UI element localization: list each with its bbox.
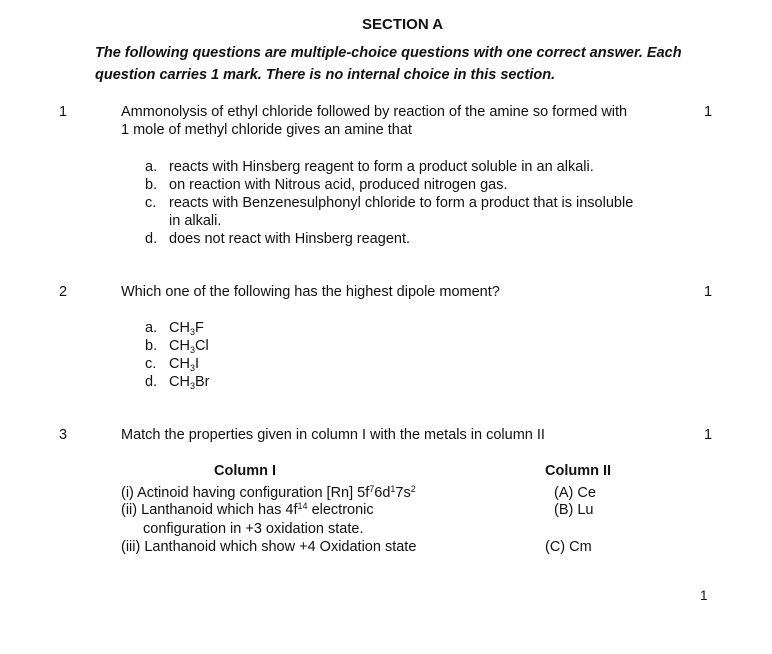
formula: $CH_3I$ [169, 356, 199, 373]
question-marks: 1 [704, 284, 713, 300]
option-d [145, 230, 410, 248]
option-text: does not react with Hinsberg reagent. [169, 231, 410, 247]
column-2-header: Column II [545, 463, 612, 479]
formula: $CH_3Br$ [169, 374, 210, 391]
formula: $CH_3Cl$ [169, 338, 209, 355]
question-marks: 1 [704, 427, 713, 443]
option-letter: b. [145, 177, 158, 193]
option-b [145, 176, 508, 194]
column-1-item-iii: (iii) Lanthanoid which show +4 Oxidation state [121, 539, 417, 555]
option-text: reacts with Hinsberg reagent to form a product soluble in an alkali. [169, 159, 594, 175]
option-letter: c. [145, 356, 157, 372]
option-a [145, 158, 594, 176]
option-letter: a. [145, 320, 158, 336]
instructions-line-1: The following questions are multiple-choice questions with one correct answer. Each [95, 45, 682, 61]
question-text-line-2: 1 mole of methyl chloride gives an amine that [121, 122, 412, 138]
option-c [145, 194, 633, 212]
column-1-item-ii-continuation: configuration in +3 oxidation state. [143, 521, 364, 537]
question-marks: 1 [704, 104, 713, 120]
option-letter: b. [145, 338, 158, 354]
option-b [145, 337, 209, 355]
question-number: 3 [59, 427, 68, 443]
column-2-item-b: (B) Lu [554, 502, 594, 518]
column-1-item-i: (i) Actinoid having configuration [Rn] $5f^76d^17s^2$ [121, 484, 416, 501]
page-number: 1 [700, 588, 708, 603]
question-text: Which one of the following has the highest dipole moment? [121, 284, 500, 300]
option-a [145, 319, 204, 337]
option-c [145, 355, 199, 373]
option-letter: c. [145, 195, 157, 211]
section-title: SECTION A [362, 16, 444, 33]
column-2-item-c: (C) Cm [545, 539, 592, 555]
option-d [145, 373, 209, 391]
option-text: on reaction with Nitrous acid, produced nitrogen gas. [169, 177, 508, 193]
column-2-item-a: (A) Ce [554, 485, 596, 501]
formula: $CH_3F$ [169, 320, 204, 337]
option-c-continuation: in alkali. [169, 213, 222, 229]
option-letter: d. [145, 374, 158, 390]
question-text-line-1: Ammonolysis of ethyl chloride followed by reaction of the amine so formed with [121, 104, 628, 120]
question-number: 1 [59, 104, 68, 120]
column-1-header: Column I [214, 463, 277, 479]
instructions-line-2: question carries 1 mark. There is no internal choice in this section. [95, 67, 556, 83]
option-letter: a. [145, 159, 158, 175]
question-text: Match the properties given in column I with the metals in column II [121, 427, 545, 443]
option-letter: d. [145, 231, 158, 247]
question-number: 2 [59, 284, 68, 300]
option-text: reacts with Benzenesulphonyl chloride to form a product that is insoluble [169, 195, 634, 211]
column-1-item-ii: (ii) Lanthanoid which has $4f^{14}$ electronic [121, 501, 374, 518]
